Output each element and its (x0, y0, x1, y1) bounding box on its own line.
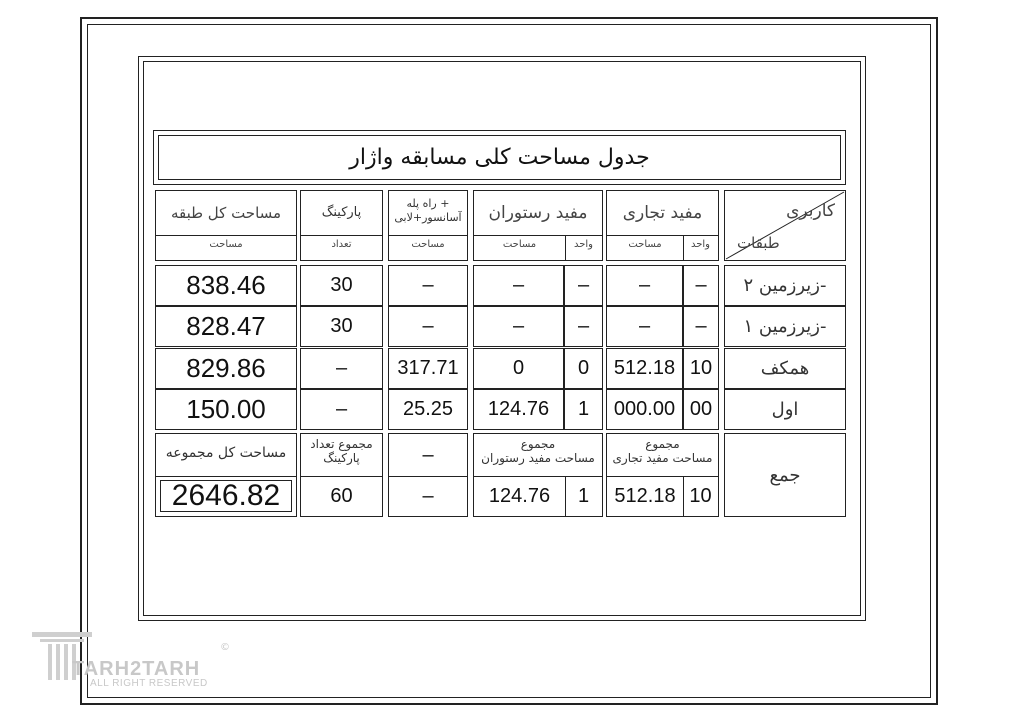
rahpele-area: – (422, 274, 434, 296)
resturan-unit-cell (564, 265, 603, 306)
table-title: جدول مساحت کلی مسابقه واژار (349, 145, 650, 170)
floor-label: زیرزمین ۲- (743, 275, 827, 296)
sub-vahed: واحد (573, 239, 594, 250)
tejari-area: 000.00 (613, 398, 676, 420)
tejari-area: 512.18 (613, 357, 676, 379)
parking-count-cell (300, 306, 383, 347)
resturan-unit: – (577, 274, 590, 296)
floor-label-cell (724, 306, 846, 347)
floor-label-cell (724, 389, 846, 430)
summary-resturan-head: مجموع مساحت مفید رستوران (481, 437, 595, 465)
tejari-unit: 00 (689, 398, 713, 420)
copyright-icon: © (220, 642, 230, 653)
logo-watermark (30, 628, 230, 690)
header-parking (300, 190, 383, 261)
floor-label: زیرزمین ۱- (743, 316, 827, 337)
logo-name: TARH2TARH (72, 658, 201, 680)
header-masahat-kol-label: مساحت کل طبقه (170, 204, 282, 222)
header-parking-label: پارکینگ (321, 205, 362, 220)
sub-masahat: مساحت (411, 239, 445, 250)
header-mofid-resturan (473, 190, 603, 261)
header-mofid-tejari-label: مفید تجاری (622, 203, 703, 223)
parking-count: 30 (330, 315, 353, 337)
sub-masahat: مساحت (628, 239, 662, 250)
rahpele-area-cell (388, 306, 468, 347)
floor-total: 150.00 (186, 394, 266, 424)
floor-total-cell (155, 265, 297, 306)
summary-total-value: 2646.82 (171, 479, 281, 512)
tejari-unit-cell (683, 348, 719, 389)
resturan-unit-cell (564, 306, 603, 347)
summary-tejari-head: مجموع مساحت مفید تجاری (612, 437, 713, 465)
summary-rahpele (388, 433, 468, 517)
floor-label: اول (771, 399, 799, 420)
summary-resturan (473, 433, 603, 517)
divider (389, 235, 467, 236)
tejari-area: – (638, 315, 651, 337)
resturan-area: – (512, 315, 525, 337)
floor-label-cell (724, 265, 846, 306)
rahpele-area: – (422, 315, 434, 337)
divider (301, 235, 382, 236)
header-masahat-kol (155, 190, 297, 261)
rahpele-area-cell (388, 265, 468, 306)
resturan-area: 124.76 (487, 398, 550, 420)
sub-vahed: واحد (690, 239, 711, 250)
title-inner (158, 135, 841, 180)
parking-count-cell (300, 389, 383, 430)
floor-total: 829.86 (186, 353, 266, 383)
header-tabaghat: طبقات (737, 234, 780, 252)
sub-masahat: مساحت (502, 239, 537, 250)
floor-total-cell (155, 306, 297, 347)
summary-rahpele-head: – (422, 443, 434, 466)
resturan-area-cell (473, 265, 564, 306)
tejari-area-cell (606, 265, 683, 306)
floor-total-cell (155, 348, 297, 389)
header-rahpele (388, 190, 468, 261)
summary-total-inner-box (160, 480, 292, 512)
rahpele-area-cell (388, 389, 468, 430)
summary-resturan-area: 124.76 (488, 484, 551, 507)
resturan-unit-cell (564, 348, 603, 389)
resturan-unit-cell (564, 389, 603, 430)
tejari-unit: 10 (689, 357, 713, 379)
floor-label-cell (724, 348, 846, 389)
parking-count: – (335, 398, 348, 420)
tejari-area-cell (606, 389, 683, 430)
resturan-area-cell (473, 389, 564, 430)
resturan-area-cell (473, 348, 564, 389)
summary-parking-value: 60 (330, 484, 353, 507)
resturan-area-cell (473, 306, 564, 347)
tejari-unit-cell (683, 389, 719, 430)
resturan-unit: 0 (577, 357, 590, 379)
tejari-unit-cell (683, 306, 719, 347)
summary-total-head: مساحت کل مجموعه (165, 445, 287, 461)
parking-count: 30 (330, 274, 353, 296)
divider (156, 476, 296, 477)
rahpele-area: 25.25 (402, 398, 454, 420)
sub-masahat: مساحت (209, 239, 243, 250)
parking-count-cell (300, 348, 383, 389)
summary-tejari-area: 512.18 (614, 484, 676, 507)
tejari-area: – (638, 274, 651, 296)
resturan-unit: – (577, 315, 590, 337)
summary-parking (300, 433, 383, 517)
sub-tedad: تعداد (331, 239, 352, 250)
tejari-area-cell (606, 306, 683, 347)
summary-rahpele-value: – (422, 484, 434, 507)
header-mofid-resturan-label: مفید رستوران (488, 203, 588, 223)
summary-label: جمع (769, 464, 801, 486)
tejari-area-cell (606, 348, 683, 389)
header-karbari: کاربری (786, 201, 835, 221)
rahpele-area-cell (388, 348, 468, 389)
resturan-unit: 1 (577, 398, 590, 420)
tejari-unit: – (695, 274, 707, 296)
parking-count: – (335, 357, 348, 379)
floor-label: همکف (760, 358, 810, 379)
summary-parking-head: مجموع تعداد پارکینگ (310, 437, 373, 465)
logo-tagline: ALL RIGHT RESERVED (90, 678, 208, 689)
floor-total-cell (155, 389, 297, 430)
header-mofid-tejari (606, 190, 719, 261)
floor-total: 828.47 (186, 311, 266, 341)
floor-total: 838.46 (186, 270, 266, 300)
resturan-area: – (512, 274, 525, 296)
summary-total (155, 433, 297, 517)
title-box (153, 130, 846, 185)
summary-label-cell (724, 433, 846, 517)
summary-resturan-unit: 1 (577, 484, 590, 507)
rahpele-area: 317.71 (397, 357, 459, 379)
summary-tejari-unit: 10 (689, 484, 712, 507)
header-karbari-cell (724, 190, 846, 261)
tejari-unit-cell (683, 265, 719, 306)
summary-tejari (606, 433, 719, 517)
parking-count-cell (300, 265, 383, 306)
divider (156, 235, 296, 236)
resturan-area: 0 (512, 357, 525, 379)
divider (607, 235, 718, 236)
divider (474, 235, 602, 236)
header-rahpele-label: راه پله + آسانسور+لابی (394, 197, 462, 224)
tejari-unit: – (695, 315, 707, 337)
